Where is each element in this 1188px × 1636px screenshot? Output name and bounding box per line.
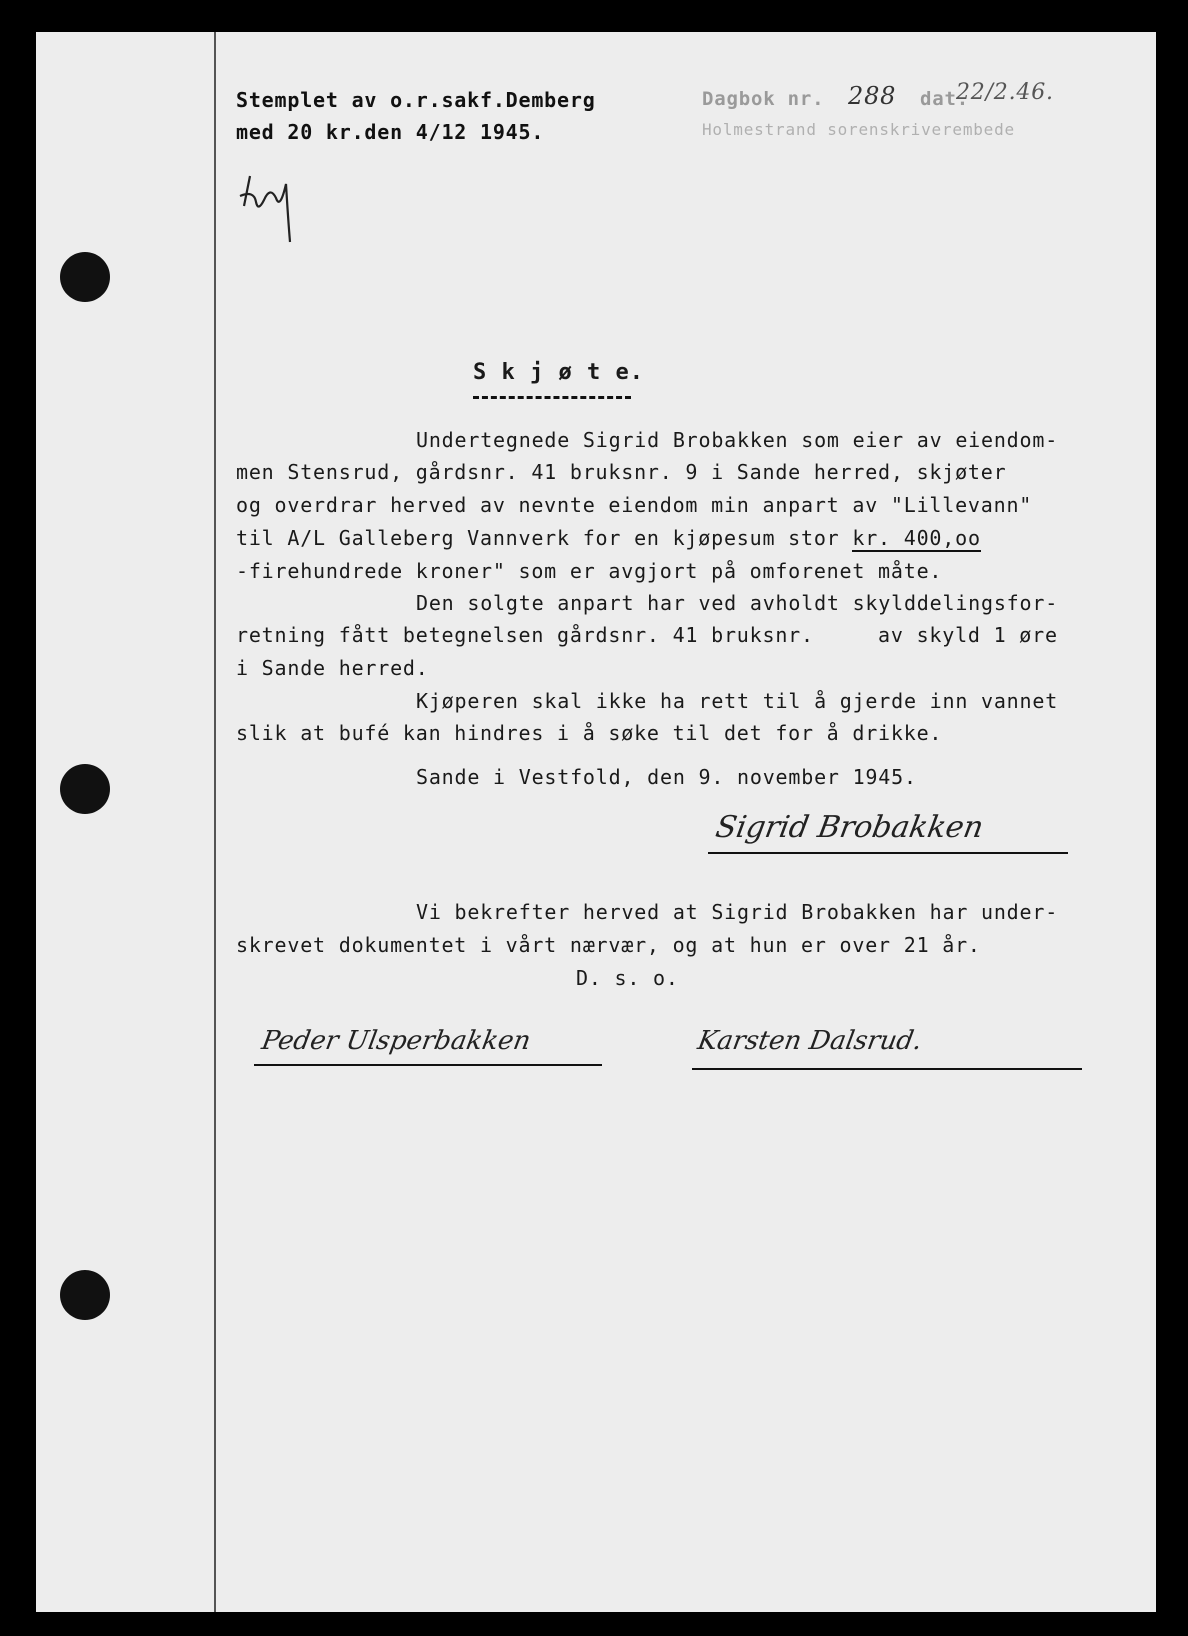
witness-line-1: Vi bekrefter herved at Sigrid Brobakken har under- bbox=[416, 900, 1059, 924]
body-line-8: i Sande herred. bbox=[236, 656, 429, 680]
body-line-4 bbox=[236, 528, 981, 548]
body-line-10: slik at bufé kan hindres i å søke til det for å drikke. bbox=[236, 721, 943, 745]
body-line-7: retning fått betegnelsen gårdsnr. 41 bruksnr. av skyld 1 øre bbox=[236, 623, 1058, 647]
body-line-3: og overdrar herved av nevnte eiendom min anpart av "Lillevann" bbox=[236, 493, 1033, 517]
dagbok-date-label: dat. bbox=[920, 88, 969, 110]
stamp-line-1: Stemplet av o.r.sakf.Demberg bbox=[236, 88, 596, 112]
place-date: Sande i Vestfold, den 9. november 1945. bbox=[416, 765, 917, 789]
office-stamp: Holmestrand sorenskriverembede bbox=[702, 120, 1015, 139]
body-line-2: men Stensrud, gårdsnr. 41 bruksnr. 9 i Sande herred, skjøter bbox=[236, 460, 1007, 484]
dso-abbrev: D. s. o. bbox=[576, 966, 679, 990]
punch-hole-top bbox=[60, 252, 110, 302]
dagbok-number: 288 bbox=[848, 82, 897, 110]
body-line-1: Undertegnede Sigrid Brobakken som eier av eiendom- bbox=[416, 428, 1059, 452]
document-page bbox=[36, 32, 1156, 1612]
body-line-6: Den solgte anpart har ved avholdt skylddelingsfor- bbox=[416, 591, 1059, 615]
margin-rule bbox=[214, 32, 216, 1612]
dagbok-date: 22/2.46. bbox=[956, 80, 1054, 105]
punch-hole-bottom bbox=[60, 1270, 110, 1320]
seller-signature: Sigrid Brobakken bbox=[712, 810, 987, 845]
body-line-4-text: til A/L Galleberg Vannverk for en kjøpesum stor bbox=[236, 526, 853, 550]
body-line-5: -firehundrede kroner" som er avgjort på omforenet måte. bbox=[236, 559, 943, 583]
body-line-9: Kjøperen skal ikke ha rett til å gjerde inn vannet bbox=[416, 689, 1059, 713]
punch-hole-middle bbox=[60, 764, 110, 814]
witness-line-2: skrevet dokumentet i vårt nærvær, og at hun er over 21 år. bbox=[236, 933, 981, 957]
witness-signature-2-line bbox=[692, 1068, 1082, 1070]
purchase-amount: kr. 400,oo bbox=[852, 526, 981, 550]
initials-signature-icon bbox=[236, 162, 316, 252]
title-underline bbox=[473, 396, 631, 399]
seller-signature-line bbox=[708, 852, 1068, 854]
witness-signature-2: Karsten Dalsrud. bbox=[695, 1026, 925, 1056]
witness-signature-1-line bbox=[254, 1064, 602, 1066]
dagbok-label: Dagbok nr. bbox=[702, 88, 825, 110]
witness-signature-1: Peder Ulsperbakken bbox=[259, 1026, 533, 1056]
stamp-line-2: med 20 kr.den 4/12 1945. bbox=[236, 120, 545, 144]
document-title: S k j ø t e. bbox=[473, 360, 644, 385]
